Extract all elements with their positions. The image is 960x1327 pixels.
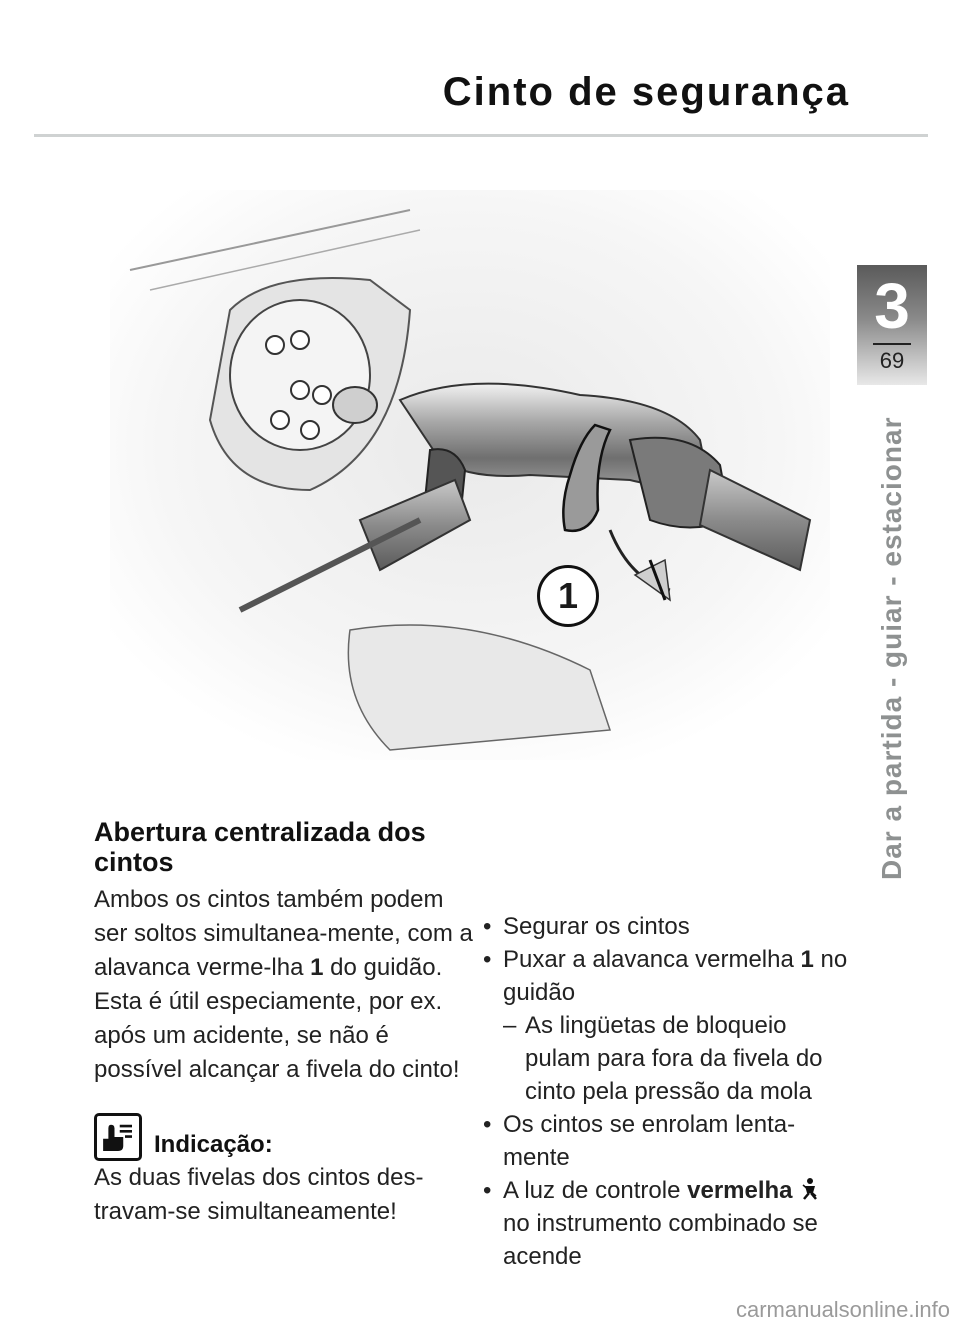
step-text: A luz de controle [503,1177,688,1204]
figure-callout: 1 [537,565,599,627]
paragraph-ref-number: 1 [310,954,324,981]
chapter-divider [873,343,911,345]
step-text-end: no instrumento combinado se acende [503,1210,818,1270]
step-text: Segurar os cintos [503,913,690,940]
section-heading: Abertura centralizada dos cintos [94,817,426,877]
watermark: carmanualsonline.info [735,1297,950,1322]
step-ref-number: 1 [800,946,814,973]
page-title: Cinto de segurança [442,70,850,114]
note-title: Indicação: [154,1131,273,1158]
sub-list-item [483,1009,853,1108]
chapter-tab [857,265,927,385]
page-number: 69 [879,348,905,373]
right-column [483,910,853,1273]
substep-text: As lingüetas de bloqueio pulam para fora da fivela do cinto pela pressão da mola [525,1012,823,1105]
paragraph-text-end: do guidão. Esta é útil especiamente, por ex. após um acidente, se não é possível alcançar a fivela do cinto! [94,954,460,1083]
bullet: • [483,1177,492,1204]
step-text: Puxar a alavanca vermelha [503,946,801,973]
step-text-end: no guidão [503,946,848,1006]
paragraph-text: Ambos os cintos também podem ser soltos simultanea-mente, com a alavanca verme-lha [94,886,473,981]
note-hand-icon [94,1113,142,1161]
note-block [94,1113,474,1229]
handlebar-illustration [110,190,830,760]
bullet: • [483,946,492,973]
bullet: • [483,913,492,940]
list-item [483,1108,853,1174]
note-text: As duas fivelas dos cintos des-travam-se simultaneamente! [94,1164,424,1225]
section-paragraph [94,883,474,1087]
chapter-number: 3 [874,270,910,342]
bullet: • [483,1111,492,1138]
header-divider [34,134,928,137]
left-column [94,817,474,1229]
list-item [483,1174,853,1273]
seatbelt-warning-icon [799,1177,821,1201]
list-item [483,943,853,1009]
step-text: Os cintos se enrolam lenta-mente [503,1111,796,1171]
dash: – [503,1012,517,1039]
step-emphasis: vermelha [687,1177,793,1204]
chapter-side-label: Dar a partida - guiar - estacionar [876,416,907,880]
note-header [94,1113,474,1161]
list-item [483,910,853,943]
